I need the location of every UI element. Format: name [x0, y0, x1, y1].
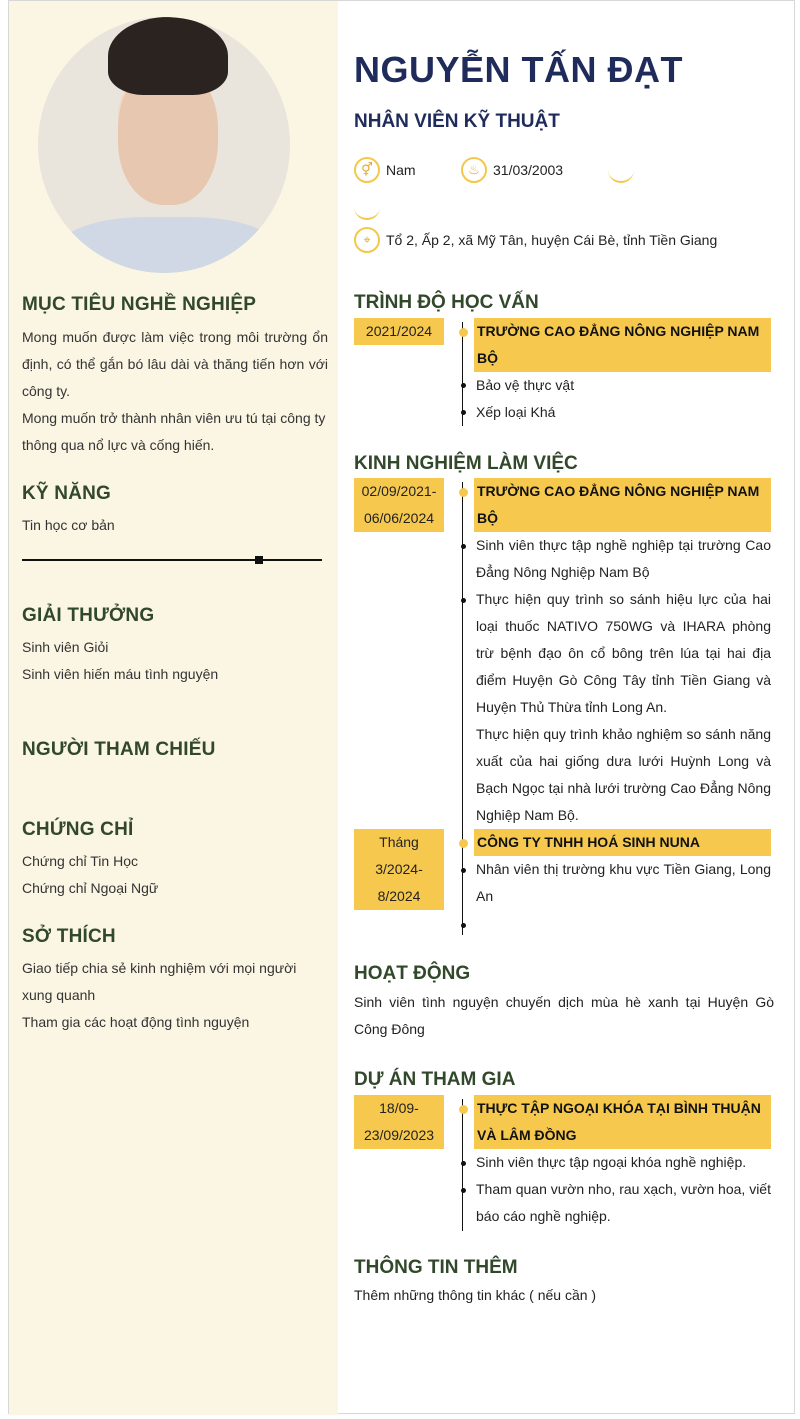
- project-date: 18/09- 23/09/2023: [354, 1095, 444, 1149]
- phone-icon: [608, 157, 634, 183]
- bullet: [461, 1188, 466, 1193]
- experience-2-marker: [459, 839, 468, 848]
- gender-icon: ⚥: [354, 157, 380, 183]
- certificates-title: CHỨNG CHỈ: [22, 819, 134, 840]
- avatar-shirt: [58, 217, 278, 273]
- bullet: [461, 868, 466, 873]
- birthday-cake-icon: ♨: [461, 157, 487, 183]
- experience-1-detail-3: Thực hiện quy trình khảo nghiệm so sánh năng xuất của hai giống dưa lưới Huỳnh Long và Bạch Ngọc tại nhà lưới trường Cao Đẳng Nông Nghiệp Nam Bộ.: [476, 726, 771, 823]
- award-item-1: Sinh viên Giỏi: [22, 639, 109, 655]
- sidebar: [9, 1, 338, 1415]
- activities-text: Sinh viên tình nguyện chuyến dịch mùa hè xanh tại Huyện Gò Công Đông: [354, 994, 774, 1037]
- birthday-info: [461, 157, 563, 183]
- address-info: [354, 227, 717, 253]
- avatar: [38, 17, 290, 273]
- certificate-item-1: Chứng chỉ Tin Học: [22, 853, 138, 869]
- bullet: [461, 383, 466, 388]
- extra-info-title: THÔNG TIN THÊM: [354, 1257, 518, 1278]
- hobby-item-2: Tham gia các hoạt động tình nguyện: [22, 1014, 250, 1030]
- hobby-item-1: Giao tiếp chia sẻ kinh nghiệm với mọi người xung quanh: [22, 960, 297, 1003]
- education-marker: [459, 328, 468, 337]
- extra-info-text: Thêm những thông tin khác ( nếu cần ): [354, 1287, 597, 1303]
- cv-page: [8, 0, 795, 1414]
- skill-item: Tin học cơ bản: [22, 517, 115, 533]
- email-icon: [354, 194, 380, 220]
- skill-level-bar: [22, 559, 322, 561]
- activities-title: HOẠT ĐỘNG: [354, 963, 471, 984]
- references-title: NGƯỜI THAM CHIẾU: [22, 739, 216, 760]
- project-org: THỰC TẬP NGOẠI KHÓA TẠI BÌNH THUẬN VÀ LÂM ĐỒNG: [474, 1095, 771, 1149]
- skills-title: KỸ NĂNG: [22, 483, 112, 504]
- project-detail-1: Sinh viên thực tập ngoại khóa nghề nghiệp.: [476, 1154, 747, 1170]
- objective-text-1: Mong muốn được làm việc trong môi trường ổn định, có thể gắn bó lâu dài và thăng tiến hơn với công ty.: [22, 329, 328, 399]
- experience-2-org: CÔNG TY TNHH HOÁ SINH NUNA: [474, 829, 771, 856]
- project-marker: [459, 1105, 468, 1114]
- bullet: [461, 598, 466, 603]
- education-detail-2: Xếp loại Khá: [476, 404, 556, 420]
- birthday-value: 31/03/2003: [493, 162, 564, 178]
- education-org: TRƯỜNG CAO ĐẲNG NÔNG NGHIỆP NAM BỘ: [474, 318, 771, 372]
- location-icon: ⌖: [354, 227, 380, 253]
- projects-title: DỰ ÁN THAM GIA: [354, 1069, 516, 1090]
- awards-title: GIẢI THƯỞNG: [22, 605, 155, 626]
- experience-1-date: 02/09/2021- 06/06/2024: [354, 478, 444, 532]
- education-detail-1: Bảo vệ thực vật: [476, 377, 575, 393]
- education-title: TRÌNH ĐỘ HỌC VẤN: [354, 292, 539, 313]
- bullet: [461, 923, 466, 928]
- gender-info: [354, 157, 416, 183]
- bullet: [461, 544, 466, 549]
- objective-text-2: Mong muốn trở thành nhân viên ưu tú tại công ty thông qua nổ lực và cống hiến.: [22, 410, 326, 453]
- objective-title: MỤC TIÊU NGHỀ NGHIỆP: [22, 294, 257, 315]
- avatar-hair: [108, 17, 228, 95]
- address-value: Tổ 2, Ấp 2, xã Mỹ Tân, huyện Cái Bè, tỉnh Tiền Giang: [386, 232, 718, 248]
- project-detail-2: Tham quan vườn nho, rau xạch, vườn hoa, viết báo cáo nghề nghiệp.: [476, 1181, 771, 1224]
- main-content: [338, 1, 796, 1415]
- experience-title: KINH NGHIỆM LÀM VIỆC: [354, 453, 578, 474]
- skill-level-marker: [255, 556, 263, 564]
- experience-1-marker: [459, 488, 468, 497]
- full-name: NGUYỄN TẤN ĐẠT: [354, 49, 683, 90]
- bullet: [461, 1161, 466, 1166]
- education-date: 2021/2024: [354, 318, 444, 345]
- experience-2-date: Tháng 3/2024- 8/2024: [354, 829, 444, 910]
- experience-1-org: TRƯỜNG CAO ĐẲNG NÔNG NGHIỆP NAM BỘ: [474, 478, 771, 532]
- experience-2-detail-1: Nhân viên thị trường khu vực Tiền Giang, Long An: [476, 861, 771, 904]
- award-item-2: Sinh viên hiến máu tình nguyện: [22, 666, 219, 682]
- certificate-item-2: Chứng chỉ Ngoại Ngữ: [22, 880, 159, 896]
- experience-1-detail-1: Sinh viên thực tập nghề nghiệp tại trường Cao Đẳng Nông Nghiệp Nam Bộ: [476, 537, 771, 580]
- hobbies-title: SỞ THÍCH: [22, 926, 116, 947]
- job-title: NHÂN VIÊN KỸ THUẬT: [354, 111, 560, 132]
- gender-value: Nam: [386, 162, 416, 178]
- experience-1-detail-2: Thực hiện quy trình so sánh hiệu lực của hai loại thuốc NATIVO 750WG và IHARA phòng trừ bệnh đạo ôn cổ bông trên lúa tại hai địa điểm Huyện Gò Công Tây tỉnh Tiền Giang và Huyện Thủ Thừa tỉnh Long An.: [476, 591, 771, 715]
- bullet: [461, 410, 466, 415]
